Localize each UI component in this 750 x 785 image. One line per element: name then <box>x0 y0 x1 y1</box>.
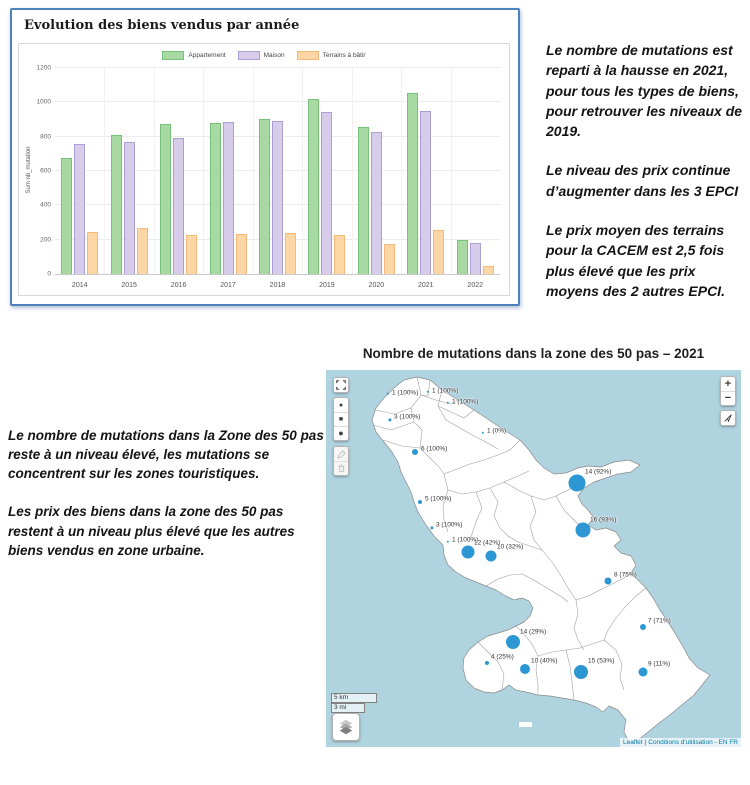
bar <box>384 244 395 274</box>
bar <box>61 158 72 274</box>
legend-label: Appartement <box>188 52 226 59</box>
layers-icon <box>337 718 355 736</box>
bar <box>321 112 332 274</box>
zoom-in-button[interactable]: + <box>721 377 735 391</box>
mutation-circle[interactable] <box>569 475 586 492</box>
mutation-circle[interactable] <box>506 635 520 649</box>
chart-plot-frame <box>18 43 510 296</box>
bar <box>87 232 98 274</box>
legend-item <box>238 51 285 60</box>
mutation-circle[interactable] <box>462 546 475 559</box>
x-tick-label: 2017 <box>220 282 236 289</box>
scale-km: 5 km <box>331 693 377 703</box>
bar <box>223 122 234 274</box>
year-group <box>154 68 203 289</box>
legend-swatch <box>238 51 260 60</box>
chart-title: Evolution des biens vendus par année <box>24 18 300 33</box>
bar <box>334 235 345 274</box>
mutation-label: 12 (42%) <box>474 539 501 547</box>
bar <box>358 127 369 274</box>
year-group <box>104 68 153 289</box>
chart-card <box>10 8 520 306</box>
mutation-label: 6 (100%) <box>421 445 448 453</box>
bar <box>272 121 283 274</box>
mutation-label: 9 (11%) <box>648 660 671 668</box>
bar <box>420 111 431 274</box>
bar <box>259 119 270 274</box>
bar <box>470 243 481 274</box>
martinique-island <box>326 370 741 747</box>
year-group <box>55 68 104 289</box>
note-paragraph: Le niveau des prix continue d’augmenter dans les 3 EPCI <box>546 162 739 199</box>
x-tick-label: 2016 <box>170 282 187 289</box>
y-tick-label: 1000 <box>36 98 51 106</box>
locate-control <box>720 410 736 426</box>
rectangle-icon: ■ <box>338 416 344 423</box>
edit-button[interactable] <box>334 447 348 461</box>
mutation-label: 1 (0%) <box>487 427 507 435</box>
year-group <box>302 68 351 289</box>
x-tick-label: 2020 <box>368 282 385 289</box>
attribution-terms-link[interactable]: Conditions d'utilisation - EN FR <box>648 739 738 746</box>
legend-item <box>297 51 366 60</box>
map-title: Nombre de mutations dans la zone des 50 pas – 2021 <box>362 346 705 361</box>
mutation-label: 4 (25%) <box>491 653 514 661</box>
y-tick-label: 800 <box>40 133 51 141</box>
mutation-circle[interactable] <box>520 664 530 674</box>
mutation-label: 15 (53%) <box>588 657 615 665</box>
mutation-label: 16 (93%) <box>590 516 617 524</box>
mutation-label: 10 (32%) <box>497 543 524 551</box>
note-paragraph: Le prix moyen des terrains pour la CACEM est 2,5 fois plus élevé que les prix moyens des 2 autres EPCI. <box>546 222 725 299</box>
fullscreen-control <box>333 377 349 393</box>
mutation-label: 7 (71%) <box>648 617 671 625</box>
legend-label: Maison <box>263 52 285 59</box>
bar <box>236 234 247 274</box>
mutation-circle[interactable] <box>418 500 422 504</box>
y-tick-label: 600 <box>40 167 51 175</box>
bar <box>124 142 135 274</box>
draw-toolbar <box>333 397 349 441</box>
mutation-circle[interactable] <box>574 665 588 679</box>
year-group <box>451 68 500 289</box>
zoom-control <box>720 376 736 406</box>
trash-icon <box>337 464 346 473</box>
plot-area <box>36 64 500 289</box>
draw-rectangle-button[interactable] <box>334 412 348 426</box>
right-note <box>546 40 748 320</box>
mutation-label: 3 (100%) <box>436 521 463 529</box>
zoom-out-button[interactable]: − <box>721 391 735 405</box>
x-tick-label: 2022 <box>467 282 483 289</box>
bar <box>308 99 319 274</box>
legend-swatch <box>297 51 319 60</box>
mutation-label: 1 (100%) <box>432 387 459 395</box>
year-group <box>203 68 252 289</box>
mutation-circle[interactable] <box>486 551 497 562</box>
mutation-circle[interactable] <box>576 523 591 538</box>
x-tick-label: 2021 <box>417 282 434 289</box>
bar-groups <box>55 68 500 289</box>
mutation-label: 10 (40%) <box>531 657 558 665</box>
mutation-label: 14 (29%) <box>520 628 547 636</box>
bar <box>111 135 122 274</box>
x-tick-label: 2019 <box>319 282 335 289</box>
mutation-circle[interactable] <box>640 624 646 630</box>
bar <box>210 123 221 274</box>
circlemarker-icon: ● <box>338 401 344 409</box>
island-outline <box>372 377 710 742</box>
mutation-label: 5 (100%) <box>425 495 452 503</box>
mutation-circle[interactable] <box>639 668 648 677</box>
note-paragraph: Le nombre de mutations dans la Zone des 50 pas reste à un niveau élevé, les mutations se concentrent sur les zones touristiques. <box>8 428 324 482</box>
legend-swatch <box>162 51 184 60</box>
note-paragraph: Les prix des biens dans la zone des 50 pas restent à un niveau plus élevé que les autres biens vendus en zone urbaine. <box>8 504 295 558</box>
bar <box>433 230 444 274</box>
mutation-circle[interactable] <box>605 578 612 585</box>
y-tick-label: 0 <box>47 270 51 278</box>
bar <box>457 240 468 274</box>
note-paragraph: Le nombre de mutations est reparti à la hausse en 2021, pour tous les types de biens, pour retrouver les niveaux de 2019. <box>546 42 743 140</box>
edit-toolbar <box>333 446 349 476</box>
bar <box>371 132 382 274</box>
year-group <box>352 68 401 289</box>
legend-item <box>162 51 225 60</box>
bar <box>483 266 494 274</box>
legend-label: Terrains à bâtir <box>322 52 366 59</box>
draw-circlemarker-button[interactable] <box>334 398 348 412</box>
y-tick-label: 200 <box>40 236 51 244</box>
bar <box>407 93 418 274</box>
attribution-separator: | <box>644 739 647 746</box>
bar <box>137 228 148 274</box>
edit-icon <box>337 450 346 459</box>
locate-icon <box>723 413 733 423</box>
attribution <box>620 738 741 747</box>
bar <box>160 124 171 274</box>
year-group <box>401 68 450 289</box>
mutation-circle[interactable] <box>485 661 489 665</box>
attribution-leaflet-link[interactable]: Leaflet <box>623 739 643 746</box>
mutation-label: 14 (92%) <box>585 468 612 476</box>
layers-control[interactable] <box>332 713 360 741</box>
map-artifact <box>519 722 532 727</box>
delete-button[interactable] <box>334 461 348 475</box>
y-tick-label: 1200 <box>36 64 51 72</box>
x-tick-label: 2014 <box>71 282 88 289</box>
mutation-label: 1 (100%) <box>452 398 479 406</box>
fullscreen-icon <box>336 380 346 390</box>
bar <box>186 235 197 274</box>
chart-legend <box>19 51 509 60</box>
left-note <box>8 426 330 579</box>
fullscreen-button[interactable] <box>334 378 348 392</box>
mutation-label: 1 (100%) <box>452 536 479 544</box>
mutation-label: 8 (75%) <box>614 571 637 579</box>
circle-icon: ● <box>338 428 344 438</box>
locate-button[interactable] <box>721 411 735 425</box>
scale-mi: 3 mi <box>331 703 365 713</box>
mutation-label: 1 (100%) <box>392 389 419 397</box>
y-axis-label: Sum nb_mutation <box>26 145 32 194</box>
mutation-label: 3 (100%) <box>394 413 421 421</box>
x-tick-label: 2018 <box>269 282 286 289</box>
mutation-circle[interactable] <box>412 449 418 455</box>
year-group <box>253 68 302 289</box>
y-tick-label: 400 <box>40 201 51 209</box>
x-tick-label: 2015 <box>121 282 137 289</box>
draw-circle-button[interactable] <box>334 426 348 440</box>
bar <box>173 138 184 274</box>
bar <box>285 233 296 274</box>
bar <box>74 144 85 274</box>
leaflet-map[interactable] <box>326 370 741 747</box>
